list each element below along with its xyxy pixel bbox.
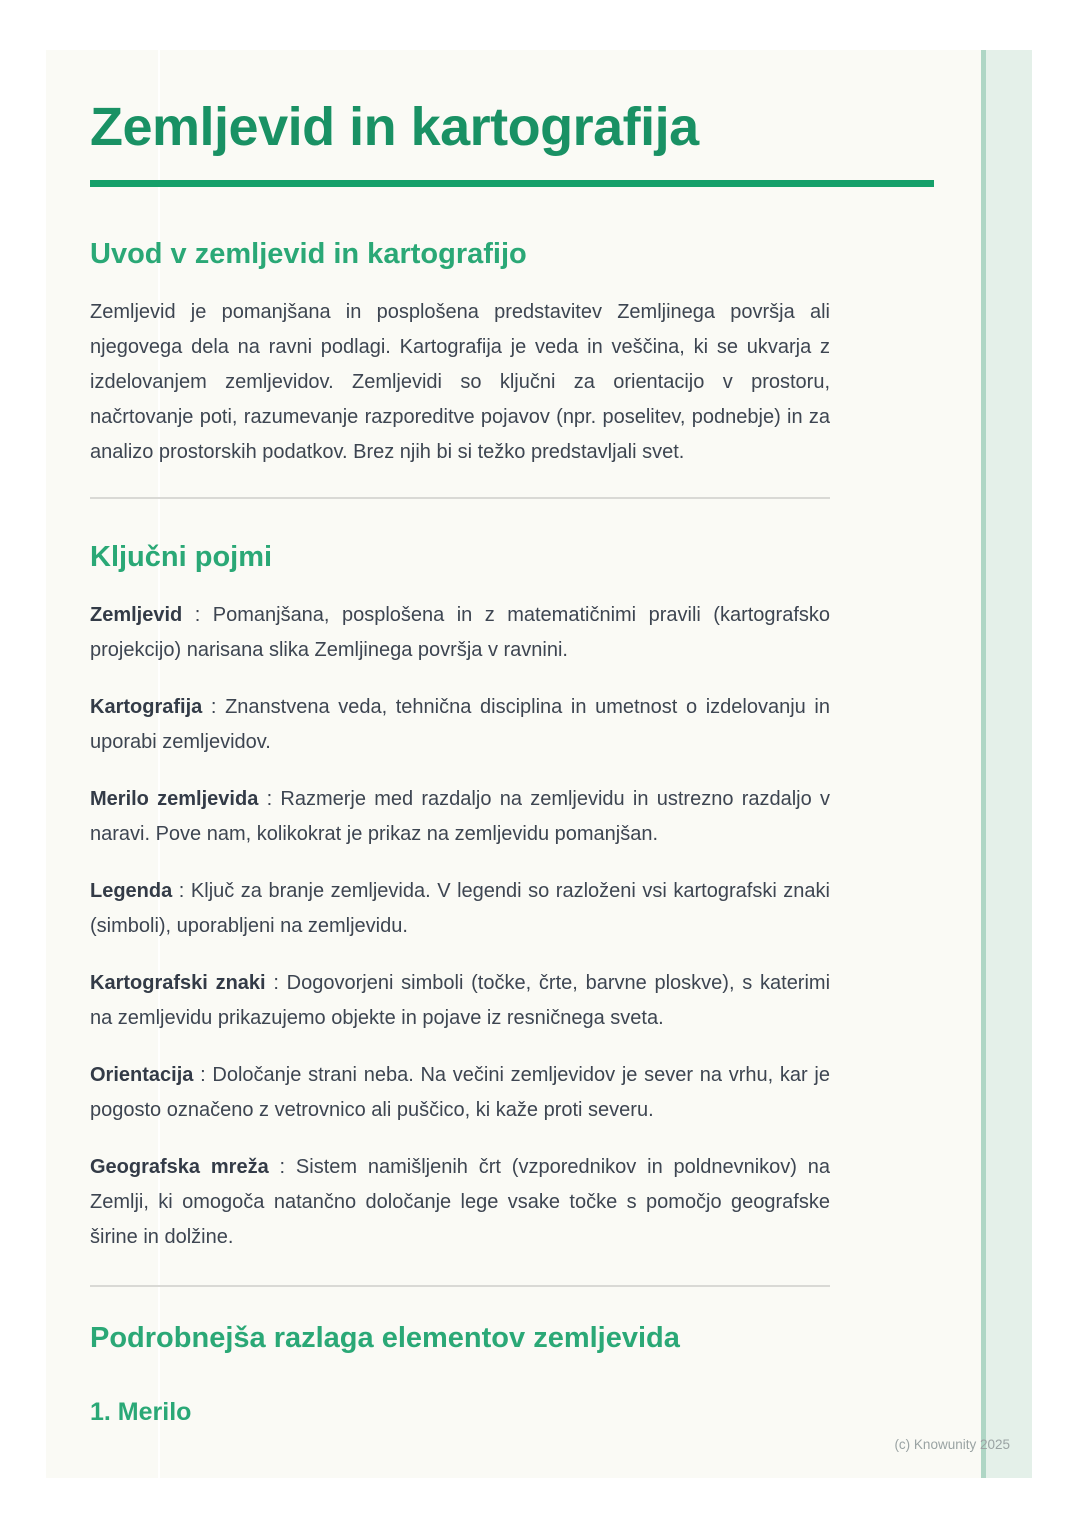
term-separator: :	[202, 696, 226, 718]
intro-paragraph: Zemljevid je pomanjšana in posplošena predstavitev Zemljinega površja ali njegovega dela na ravni podlagi. Kartografija je veda in veščina, ki se ukvarja z izdelovanjem zemljevidov. Zemljevidi so ključni za orientacijo v prostoru, načrtovanje poti, razumevanje razporeditve pojavov (npr. poselitev, podnebje) in za analizo prostorskih podatkov. Brez njih bi si težko predstavljali svet.	[90, 301, 830, 463]
term-definition-text: Dogovorjeni simboli (točke, črte, barvne ploskve), s katerimi na zemljevidu prikazujemo objekte in pojave iz resničnega sveta.	[90, 972, 831, 1029]
term-definition-text: Ključ za branje zemljevida. V legendi so razloženi vsi kartografski znaki (simboli), uporabljeni na zemljevidu.	[90, 880, 830, 937]
term-definition-text: Razmerje med razdaljo na zemljevidu in ustrezno razdaljo v naravi. Pove nam, kolikokrat je prikaz na zemljevidu pomanjšan.	[90, 788, 831, 845]
document-page	[46, 50, 1032, 1478]
term-definition-text: Sistem namišljenih črt (vzporednikov in poldnevnikov) na Zemlji, ki omogoča natančno določanje lege vsake točke s pomočjo geografske širine in dolžine.	[90, 1156, 831, 1248]
section-heading-key-terms: Ključni pojmi	[90, 541, 273, 573]
term-definition-text: Določanje strani neba. Na večini zemljevidov je sever na vrhu, kar je pogosto označeno z vetrovnico ali puščico, ki kaže proti severu.	[90, 1064, 830, 1121]
term-definition	[90, 1150, 830, 1255]
section-heading-details: Podrobnejša razlaga elementov zemljevida	[90, 1322, 680, 1354]
term-definition	[90, 1058, 830, 1128]
page-content	[46, 50, 830, 1427]
term-label: Merilo zemljevida	[90, 788, 259, 810]
term-definition-text: Znanstvena veda, tehnična disciplina in umetnost o izdelovanju in uporabi zemljevidov.	[90, 696, 830, 753]
term-separator: :	[258, 788, 281, 810]
term-separator: :	[172, 880, 191, 902]
term-separator: :	[193, 1064, 213, 1086]
term-definition	[90, 690, 830, 760]
term-definition	[90, 874, 830, 944]
copyright-notice: (c) Knowunity 2025	[894, 1437, 1010, 1452]
page-title: Zemljevid in kartografija	[90, 97, 699, 157]
section-divider	[90, 497, 830, 499]
term-label: Orientacija	[90, 1064, 194, 1086]
term-definition	[90, 782, 830, 852]
term-separator: :	[182, 604, 213, 626]
term-definition	[90, 598, 830, 668]
term-label: Legenda	[90, 880, 173, 902]
title-underline-rule	[90, 180, 934, 187]
term-definition-text: Pomanjšana, posplošena in z matematičnimi pravili (kartografsko projekcijo) narisana slika Zemljinega površja v ravnini.	[90, 604, 830, 661]
term-separator: :	[265, 972, 287, 994]
term-label: Kartografija	[90, 696, 203, 718]
section-divider	[90, 1285, 830, 1287]
subsection-heading-merilo: 1. Merilo	[90, 1398, 192, 1426]
term-label: Zemljevid	[90, 604, 183, 626]
term-definition	[90, 966, 830, 1036]
term-label: Kartografski znaki	[90, 972, 266, 994]
section-heading-intro: Uvod v zemljevid in kartografijo	[90, 238, 527, 270]
term-label: Geografska mreža	[90, 1156, 269, 1178]
right-accent-stripe	[981, 50, 1032, 1478]
term-separator: :	[268, 1156, 296, 1178]
